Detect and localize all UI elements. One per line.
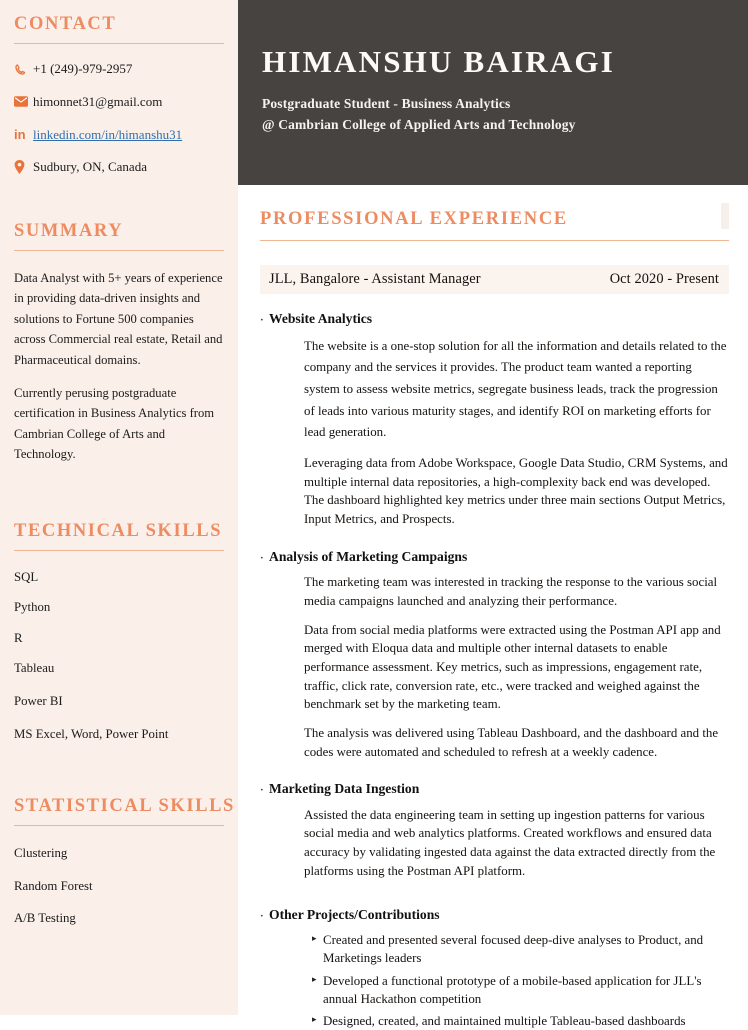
email-text: himonnet31@gmail.com <box>33 93 163 109</box>
experience-block-heading: Marketing Data Ingestion <box>269 781 420 797</box>
job-title: JLL, Bangalore - Assistant Manager <box>269 271 481 288</box>
list-item <box>312 931 729 968</box>
technical-skills-list <box>14 570 224 742</box>
summary-section <box>14 175 224 465</box>
contact-heading: CONTACT <box>14 14 117 34</box>
bullet-dot-icon: · <box>260 551 264 564</box>
experience-divider <box>260 240 729 241</box>
experience-block-heading-row <box>260 907 729 923</box>
list-item-text: Created and presented several focused deep-dive analyses to Product, and Marketings leaders <box>323 932 704 966</box>
sidebar <box>0 0 238 1015</box>
bullet-dot-icon: · <box>260 314 264 327</box>
accent-block-decoration <box>721 203 729 229</box>
skill-item: SQL <box>14 569 39 584</box>
skill-item: Random Forest <box>14 878 93 893</box>
experience-block-heading-row <box>260 311 729 327</box>
list-item-text: Designed, created, and maintained multiple Tableau-based dashboards <box>323 1014 686 1029</box>
job-dates: Oct 2020 - Present <box>609 271 719 288</box>
contact-section <box>14 0 224 175</box>
main-content <box>238 0 748 1029</box>
experience-block <box>260 549 729 762</box>
experience-block <box>260 781 729 880</box>
summary-body <box>14 268 224 465</box>
triangle-bullet-icon: ▸ <box>312 932 317 943</box>
linkedin-icon-label: in <box>14 126 26 142</box>
candidate-subtitle-line-2: @ Cambrian College of Applied Arts and Technology <box>262 116 576 132</box>
list-item <box>312 972 729 1009</box>
name-banner <box>238 0 748 185</box>
skill-item: R <box>14 630 23 645</box>
phone-icon <box>14 63 33 76</box>
skill-item: A/B Testing <box>14 911 76 926</box>
statistical-skills-section <box>14 742 235 926</box>
skill-item: Clustering <box>14 846 68 861</box>
experience-paragraph: Leveraging data from Adobe Workspace, Google Data Studio, CRM Systems, and multiple internal data repositories, a high-complexity back end was developed. The dashboard highlighted key metrics under three main sections Output Metrics, Input Metrics, and Prospects. <box>304 456 728 527</box>
candidate-subtitle-line-1: Postgraduate Student - Business Analytics <box>262 95 511 111</box>
contact-item-phone <box>14 61 224 77</box>
job-header-bar <box>260 265 729 294</box>
experience-heading: PROFESSIONAL EXPERIENCE <box>260 209 568 229</box>
experience-paragraph: The marketing team was interested in tracking the response to the various social media campaigns launched and analyzing their performance. <box>304 575 718 608</box>
contact-divider <box>14 43 224 44</box>
phone-text: +1 (249)-979-2957 <box>33 61 133 77</box>
experience-block-heading: Other Projects/Contributions <box>269 906 440 922</box>
statistical-skills-heading: STATISTICAL SKILLS <box>14 795 235 816</box>
experience-container <box>238 185 748 1030</box>
bullet-dot-icon: · <box>260 784 264 797</box>
experience-block-heading-row <box>260 549 729 565</box>
location-text: Sudbury, ON, Canada <box>33 159 147 175</box>
experience-block-body <box>260 931 729 1030</box>
experience-block-body <box>260 336 729 529</box>
linkedin-icon <box>14 128 33 141</box>
triangle-bullet-icon: ▸ <box>312 1014 317 1025</box>
experience-block-body <box>260 573 729 761</box>
statistical-skills-list <box>14 846 224 926</box>
skill-item: Python <box>14 600 51 615</box>
experience-paragraph: The analysis was delivered using Tableau Dashboard, and the dashboard and the codes were automated and scheduled to refresh at a weekly cadence. <box>304 726 719 759</box>
skill-item: Power BI <box>14 694 63 709</box>
envelope-icon <box>14 96 33 107</box>
contact-item-linkedin[interactable] <box>14 127 224 143</box>
experience-block <box>260 311 729 528</box>
summary-heading: SUMMARY <box>14 220 124 241</box>
experience-heading-wrap <box>260 185 729 241</box>
contact-item-email <box>14 94 224 110</box>
experience-block-body <box>260 806 729 881</box>
skill-item: Tableau <box>14 660 55 675</box>
candidate-name: HIMANSHU BAIRAGI <box>262 44 615 79</box>
experience-paragraph: Data from social media platforms were extracted using the Postman API app and merged with Eloqua data and multiple other internal datasets to enable performance assessment. Key metrics, such as impressions, engagement rate, traffic, click rate, conversion rate, etc., were tracked and weighed against the benchmark set by the marketing team. <box>304 622 721 712</box>
experience-block-heading: Analysis of Marketing Campaigns <box>269 548 468 564</box>
summary-paragraph: Data Analyst with 5+ years of experience in providing data-driven insights and solutions to Fortune 500 companies across Commercial real estate, Retail and Pharmaceutical domains. <box>14 271 223 367</box>
linkedin-link[interactable]: linkedin.com/in/himanshu31 <box>33 126 183 142</box>
contact-list <box>14 61 224 174</box>
technical-skills-heading: TECHNICAL SKILLS <box>14 520 223 541</box>
bullet-dot-icon: · <box>260 909 264 922</box>
contributions-list <box>304 931 729 1030</box>
summary-paragraph: Currently perusing postgraduate certification in Business Analytics from Cambrian College of Arts and Technology. <box>14 386 215 462</box>
skill-item: MS Excel, Word, Power Point <box>14 726 169 741</box>
technical-skills-section <box>14 465 224 742</box>
statistical-skills-divider <box>14 825 224 826</box>
triangle-bullet-icon: ▸ <box>312 973 317 984</box>
technical-skills-divider <box>14 550 224 551</box>
experience-paragraph: Assisted the data engineering team in setting up ingestion patterns for various social media and web analytics platforms. Created workflows and ensured data accuracy by validating ingested data against the data extracted directly from the platforms using the Postman API platform. <box>304 807 716 878</box>
experience-block-heading-row <box>260 781 729 797</box>
contact-item-location <box>14 159 224 175</box>
list-item-text: Developed a functional prototype of a mobile-based application for JLL's annual Hackathon competition <box>323 973 702 1006</box>
map-pin-icon <box>14 160 33 174</box>
experience-block-heading: Website Analytics <box>269 311 373 327</box>
summary-divider <box>14 250 224 251</box>
experience-block <box>260 907 729 1030</box>
experience-paragraph: The website is a one-stop solution for all the information and details related to the company and the services it provides. The product team wanted a reporting system to assess website metrics, segregate business leads, track the progression of leads into various maturity stages, and identify ROI on marketing efforts for lead generation. <box>304 338 727 440</box>
